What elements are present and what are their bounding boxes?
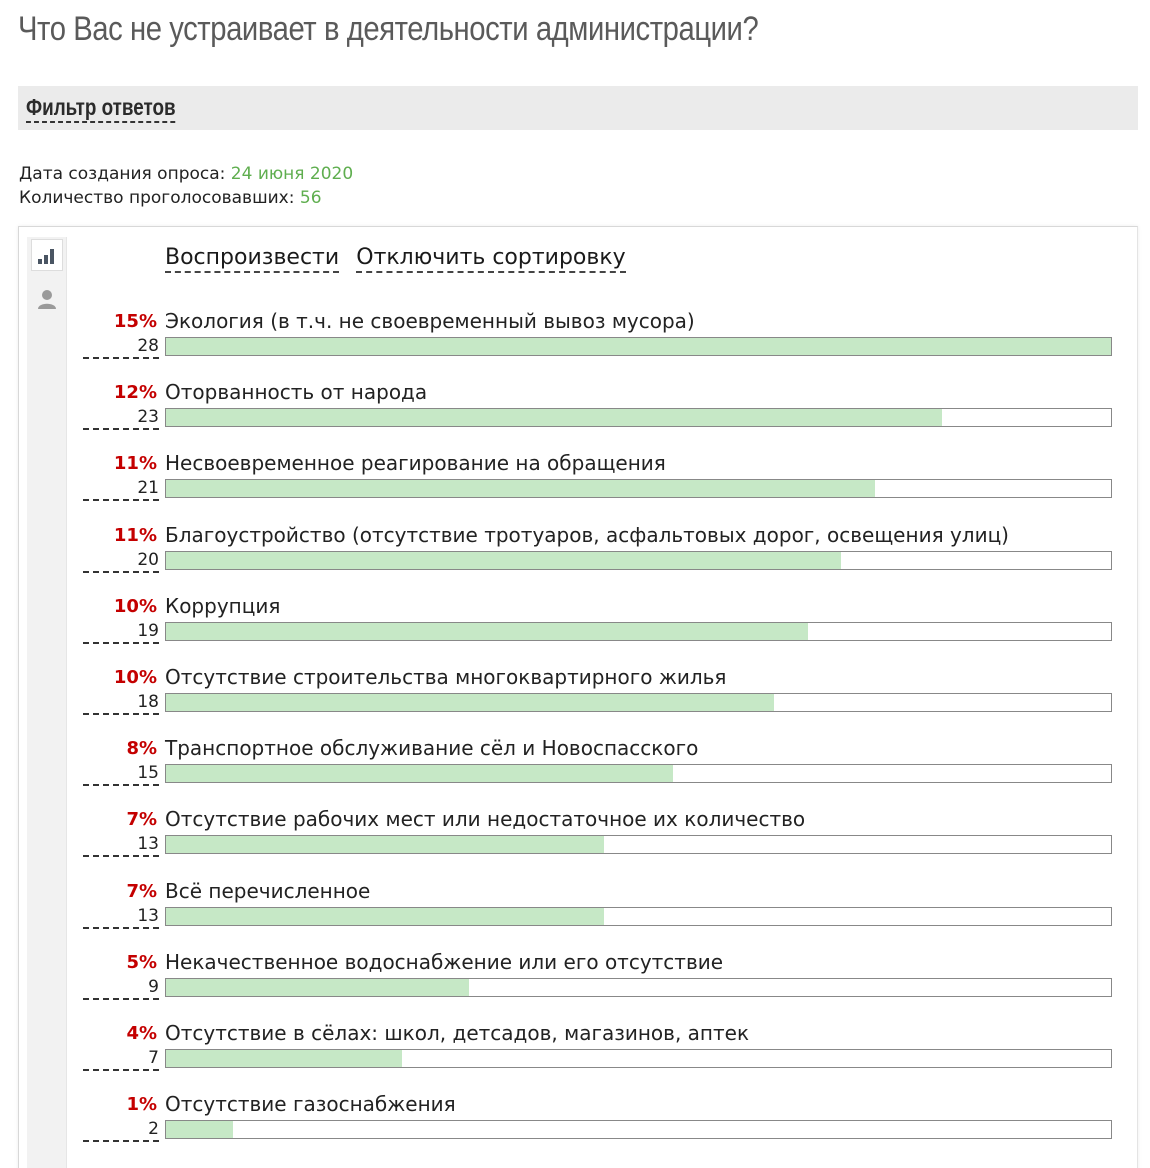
answer-percent: 7%: [126, 809, 157, 831]
answer-label: Отсутствие строительства многоквартирного жилья: [165, 665, 727, 689]
answer-bar-track: [165, 764, 1112, 783]
answer-count[interactable]: 18: [83, 691, 159, 715]
answer-bar-fill: [166, 409, 942, 426]
answer-bar-track: [165, 693, 1112, 712]
answer-label: Благоустройство (отсутствие тротуаров, асфальтовых дорог, освещения улиц): [165, 522, 1009, 547]
answer-count[interactable]: 13: [83, 833, 159, 857]
poll-created-date: [19, 164, 353, 184]
answer-row: [79, 878, 1119, 937]
view-switcher: [27, 237, 67, 1168]
answer-row: [79, 522, 1119, 581]
answer-bar-track: [165, 978, 1112, 997]
created-value: 24 июня 2020: [230, 164, 354, 184]
answer-label: Отсутствие в сёлах: школ, детсадов, магазинов, аптек: [165, 1021, 750, 1045]
answer-label: Отсутствие рабочих мест или недостаточное их количество: [165, 807, 806, 832]
answer-label: Коррупция: [165, 593, 281, 618]
poll-title: Что Вас не устраивает в деятельности администрации?: [18, 10, 759, 48]
answer-bar-track: [165, 907, 1112, 926]
answer-label: Несвоевременное реагирование на обращения: [165, 451, 666, 476]
voters-label: Количество проголосовавших:: [19, 188, 295, 208]
answer-label: Некачественное водоснабжение или его отсутствие: [165, 949, 724, 974]
answer-percent: 4%: [126, 1023, 157, 1044]
user-icon[interactable]: [31, 283, 63, 315]
disable-sorting-button[interactable]: Отключить сортировку: [356, 245, 625, 273]
answer-label: Всё перечисленное: [165, 878, 371, 903]
answer-count[interactable]: 7: [83, 1047, 159, 1071]
answer-bar-fill: [166, 1121, 233, 1138]
results-panel: [18, 226, 1138, 1168]
answer-bar-track: [165, 1049, 1112, 1068]
answer-row: [79, 1023, 1119, 1079]
answer-bar-track: [165, 622, 1112, 641]
results-controls: [165, 245, 638, 273]
answer-label: Отсутствие газоснабжения: [165, 1092, 456, 1117]
answer-bar-track: [165, 1120, 1112, 1139]
answer-bar-fill: [166, 623, 808, 640]
answer-label: Транспортное обслуживание сёл и Новоспасского: [165, 736, 699, 761]
answer-percent: 7%: [126, 880, 157, 902]
answer-row: [79, 453, 1119, 509]
answer-bar-fill: [166, 979, 469, 996]
play-button[interactable]: Воспроизвести: [165, 245, 339, 273]
answer-row: [79, 593, 1119, 652]
answer-count[interactable]: 20: [83, 549, 159, 573]
answer-bar-track: [165, 408, 1112, 427]
answer-bar-track: [165, 337, 1112, 356]
answer-count[interactable]: 9: [83, 976, 159, 1000]
answer-count[interactable]: 23: [83, 406, 159, 430]
answer-bar-fill: [166, 338, 1111, 355]
answer-label: Оторванность от народа: [165, 380, 428, 405]
answer-bar-fill: [166, 1050, 402, 1067]
answer-row: [79, 667, 1119, 723]
answer-row: [79, 311, 1119, 367]
answer-bar-fill: [166, 908, 604, 925]
answer-percent: 10%: [113, 595, 157, 617]
answer-bar-track: [165, 835, 1112, 854]
answer-bar-fill: [166, 480, 875, 497]
answer-count[interactable]: 2: [83, 1118, 159, 1142]
answer-percent: 5%: [126, 951, 157, 973]
answer-percent: 11%: [113, 453, 157, 475]
answer-row: [79, 738, 1119, 794]
answer-count[interactable]: 28: [83, 335, 159, 359]
answer-row: [79, 949, 1119, 1008]
answer-percent: 8%: [126, 738, 157, 760]
answer-row: [79, 382, 1119, 438]
bar-chart-icon[interactable]: [31, 239, 63, 271]
answer-label: Экология (в т.ч. не своевременный вывоз мусора): [165, 309, 695, 333]
answer-row: [79, 809, 1119, 865]
answer-bar-track: [165, 479, 1112, 498]
answer-bar-track: [165, 551, 1112, 570]
answer-percent: 12%: [113, 382, 157, 404]
answer-bar-fill: [166, 836, 604, 853]
voters-value: 56: [299, 188, 322, 208]
answer-row: [79, 1094, 1119, 1150]
answer-count[interactable]: 19: [83, 620, 159, 644]
filter-answers-link[interactable]: Фильтр ответов: [26, 94, 176, 123]
answer-count[interactable]: 21: [83, 477, 159, 501]
answer-bar-fill: [166, 694, 774, 711]
filter-bar: [18, 86, 1138, 130]
answer-percent: 11%: [113, 524, 157, 546]
answer-percent: 1%: [126, 1094, 157, 1116]
poll-voters-count: [19, 188, 322, 208]
created-label: Дата создания опроса:: [19, 164, 226, 184]
answer-count[interactable]: 13: [83, 905, 159, 929]
answer-bar-fill: [166, 552, 841, 569]
answer-percent: 10%: [113, 667, 157, 688]
answer-count[interactable]: 15: [83, 762, 159, 786]
answer-bar-fill: [166, 765, 673, 782]
answer-percent: 15%: [113, 311, 157, 332]
